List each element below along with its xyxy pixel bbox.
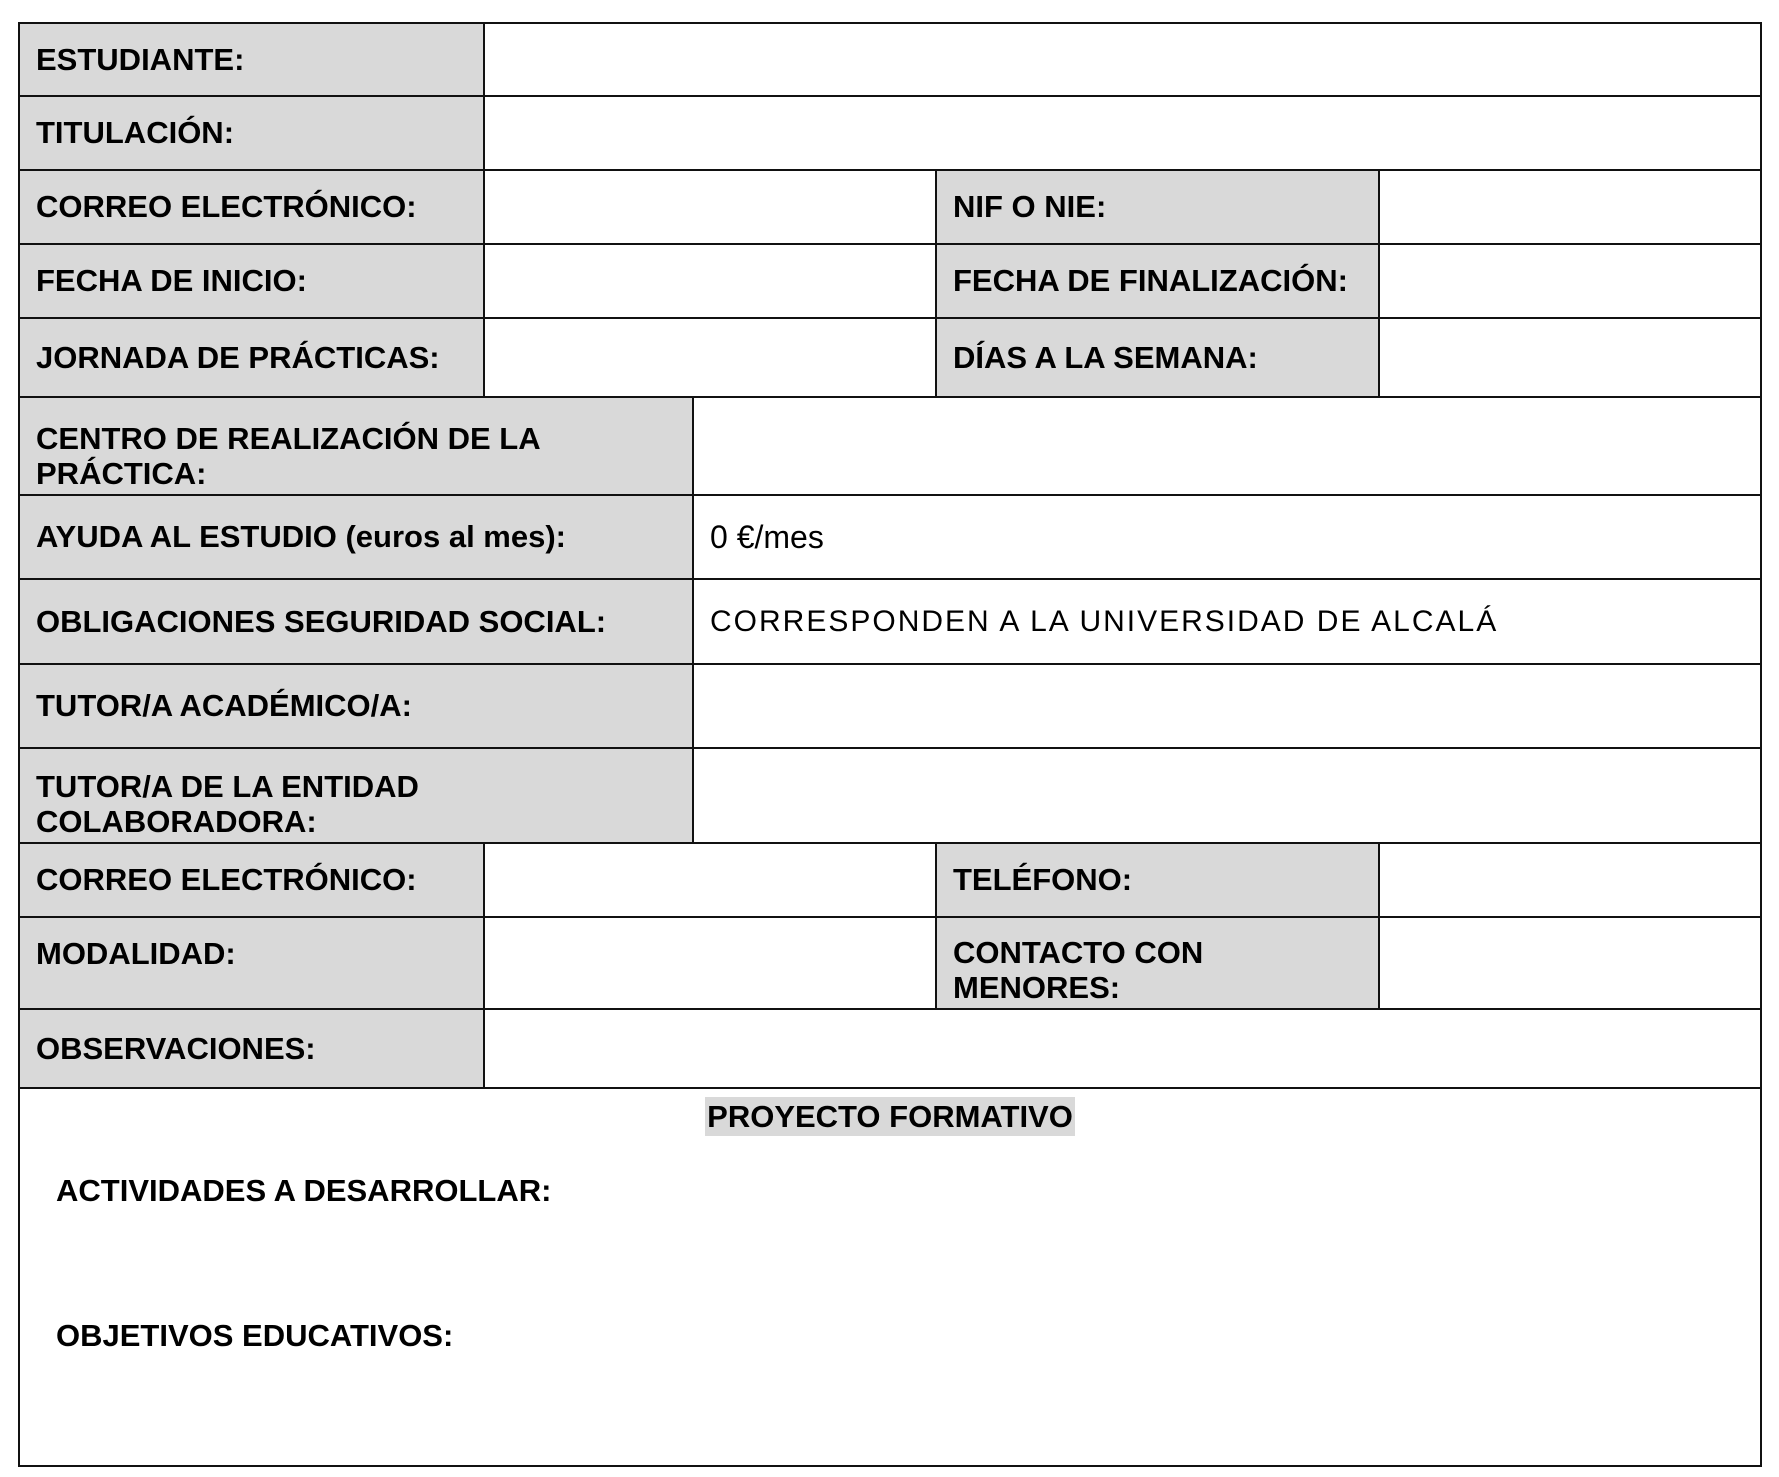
row-estudiante [18, 22, 1762, 97]
row-tutor-academico [18, 665, 1762, 749]
field-dias[interactable] [1380, 319, 1760, 396]
label-dias: DÍAS A LA SEMANA: [937, 319, 1380, 396]
label-ayuda: AYUDA AL ESTUDIO (euros al mes): [20, 496, 694, 578]
label-tutor-entidad: TUTOR/A DE LA ENTIDAD COLABORADORA: [20, 749, 694, 842]
label-estudiante: ESTUDIANTE: [20, 24, 485, 95]
label-jornada: JORNADA DE PRÁCTICAS: [20, 319, 485, 396]
row-modalidad [18, 918, 1762, 1010]
field-tutor-entidad[interactable] [694, 749, 1760, 842]
row-centro [18, 398, 1762, 496]
field-correo-2[interactable] [485, 844, 937, 916]
field-ayuda[interactable]: 0 €/mes [694, 496, 1760, 578]
label-obligaciones: OBLIGACIONES SEGURIDAD SOCIAL: [20, 580, 694, 663]
field-obligaciones[interactable]: CORRESPONDEN A LA UNIVERSIDAD DE ALCALÁ [694, 580, 1760, 663]
label-telefono: TELÉFONO: [937, 844, 1380, 916]
label-contacto-menores: CONTACTO CON MENORES: [937, 918, 1380, 1008]
field-observaciones[interactable] [485, 1010, 1760, 1087]
row-jornada [18, 319, 1762, 398]
row-correo-telefono [18, 844, 1762, 918]
row-ayuda [18, 496, 1762, 580]
label-centro: CENTRO DE REALIZACIÓN DE LA PRÁCTICA: [20, 398, 694, 494]
label-nif: NIF O NIE: [937, 171, 1380, 243]
label-tutor-academico: TUTOR/A ACADÉMICO/A: [20, 665, 694, 747]
proyecto-formativo-title: PROYECTO FORMATIVO [707, 1099, 1073, 1134]
row-observaciones [18, 1010, 1762, 1089]
row-titulacion [18, 97, 1762, 171]
field-estudiante[interactable] [485, 24, 1760, 95]
field-jornada[interactable] [485, 319, 937, 396]
field-fecha-fin[interactable] [1380, 245, 1760, 317]
row-correo [18, 171, 1762, 245]
label-fecha-fin: FECHA DE FINALIZACIÓN: [937, 245, 1380, 317]
objetivos-label: OBJETIVOS EDUCATIVOS: [56, 1318, 454, 1353]
field-modalidad[interactable] [485, 918, 937, 1008]
label-observaciones: OBSERVACIONES: [20, 1010, 485, 1087]
practice-form [18, 22, 1762, 1467]
field-telefono[interactable] [1380, 844, 1760, 916]
label-modalidad: MODALIDAD: [20, 918, 485, 1008]
row-obligaciones [18, 580, 1762, 665]
label-fecha-inicio: FECHA DE INICIO: [20, 245, 485, 317]
row-fechas [18, 245, 1762, 319]
field-centro[interactable] [694, 398, 1760, 494]
actividades-label: ACTIVIDADES A DESARROLLAR: [56, 1173, 552, 1208]
label-titulacion: TITULACIÓN: [20, 97, 485, 169]
proyecto-formativo-section [18, 1089, 1762, 1467]
field-fecha-inicio[interactable] [485, 245, 937, 317]
field-tutor-academico[interactable] [694, 665, 1760, 747]
label-correo-2: CORREO ELECTRÓNICO: [20, 844, 485, 916]
field-nif[interactable] [1380, 171, 1760, 243]
field-titulacion[interactable] [485, 97, 1760, 169]
field-contacto-menores[interactable] [1380, 918, 1760, 1008]
row-tutor-entidad [18, 749, 1762, 844]
label-correo: CORREO ELECTRÓNICO: [20, 171, 485, 243]
field-correo[interactable] [485, 171, 937, 243]
